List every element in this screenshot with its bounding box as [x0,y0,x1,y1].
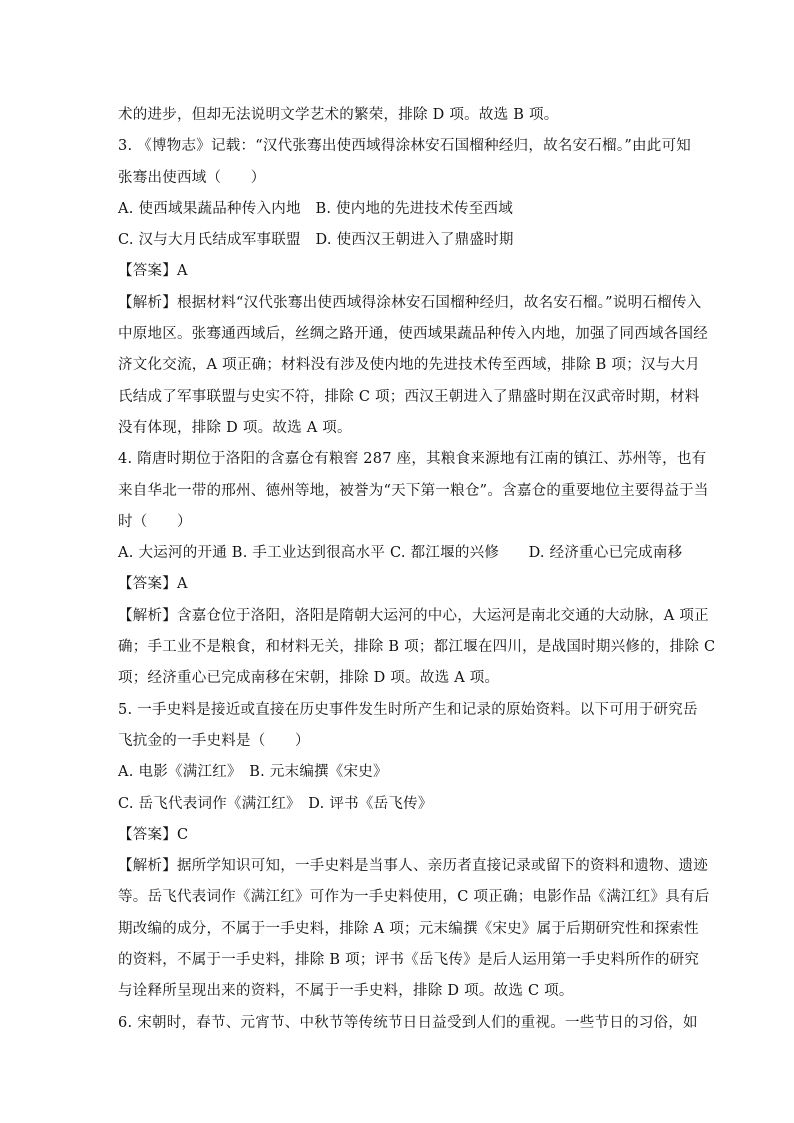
question-4-stem: 来自华北一带的邢州、德州等地，被誉为“天下第一粮仓”。含嘉仓的重要地位主要得益于当 [118,482,709,499]
text-line: 术的进步，但却无法说明文学艺术的繁荣，排除 D 项。故选 B 项。 [118,107,559,123]
question-3-answer: 【答案】A [118,263,188,280]
question-5-options: A. 电影《满江红》 B. 元末编撰《宋史》 [118,764,388,781]
question-5-analysis: 等。岳飞代表词作《满江红》可作为一手史料使用，C 项正确；电影作品《满江红》具有后 [118,889,710,906]
question-3-analysis: 没有体现，排除 D 项。故选 A 项。 [118,419,352,436]
question-3-analysis: 氏结成了军事联盟与史实不符，排除 C 项；西汉王朝进入了鼎盛时期在汉武帝时期，材料 [118,388,700,405]
question-3-analysis: 【解析】根据材料“汉代张骞出使西域得涂林安石国榴种经归，故名安石榴。”说明石榴传入 [118,294,702,311]
question-4-stem: 4. 隋唐时期位于洛阳的含嘉仓有粮窖 287 座，其粮食来源地有江南的镇江、苏州等，也有 [118,451,707,468]
question-5-answer: 【答案】C [118,826,189,843]
question-5-options: C. 岳飞代表词作《满江红》 D. 评书《岳飞传》 [118,795,433,812]
question-5-analysis: 期改编的成分，不属于一手史料，排除 A 项；元末编撰《宋史》属于后期研究性和探索性 [118,920,699,937]
question-4-answer: 【答案】A [118,576,188,593]
document-body [118,100,716,1039]
question-3-analysis: 济文化交流，A 项正确；材料没有涉及使内地的先进技术传至西域，排除 B 项；汉与大月 [118,357,700,374]
question-3-stem: 张骞出使西域（ ） [118,169,266,186]
question-5-stem: 5. 一手史料是接近或直接在历史事件发生时所产生和记录的原始资料。以下可用于研究岳 [118,701,698,718]
question-3-analysis: 中原地区。张骞通西域后，丝绸之路开通，使西域果蔬品种传入内地，加强了同西域各国经 [118,326,708,343]
question-4-analysis: 项；经济重心已完成南移在宋朝，排除 D 项。故选 A 项。 [118,670,500,687]
question-4-analysis: 确；手工业不是粮食，和材料无关，排除 B 项；都江堰在四川，是战国时期兴修的，排除 C [118,639,716,656]
question-5-analysis: 的资料，不属于一手史料，排除 B 项；评书《岳飞传》是后人运用第一手史料所作的研究 [118,952,700,969]
question-3-options: C. 汉与大月氏结成军事联盟 D. 使西汉王朝进入了鼎盛时期 [118,232,514,249]
question-5-analysis: 与诠释所呈现出来的资料，不属于一手史料，排除 D 项。故选 C 项。 [118,983,574,1000]
question-4-stem: 时（ ） [118,513,192,530]
question-5-analysis: 【解析】据所学知识可知，一手史料是当事人、亲历者直接记录或留下的资料和遗物、遗迹 [118,858,708,875]
question-3-options: A. 使西域果蔬品种传入内地 B. 使内地的先进技术传至西域 [118,200,514,217]
question-4-options: A. 大运河的开通 B. 手工业达到很高水平 C. 都江堰的兴修 D. 经济重心已完成南移 [118,545,683,562]
question-5-stem: 飞抗金的一手史料是（ ） [118,732,310,749]
question-3-stem: 3. 《博物志》记载：“汉代张骞出使西域得涂林安石国榴种经归，故名安石榴。”由此可知 [118,138,692,155]
question-4-analysis: 【解析】含嘉仓位于洛阳，洛阳是隋朝大运河的中心，大运河是南北交通的大动脉，A 项正 [118,607,709,624]
question-6-stem: 6. 宋朝时，春节、元宵节、中秋节等传统节日日益受到人们的重视。一些节日的习俗，如 [118,1014,698,1031]
